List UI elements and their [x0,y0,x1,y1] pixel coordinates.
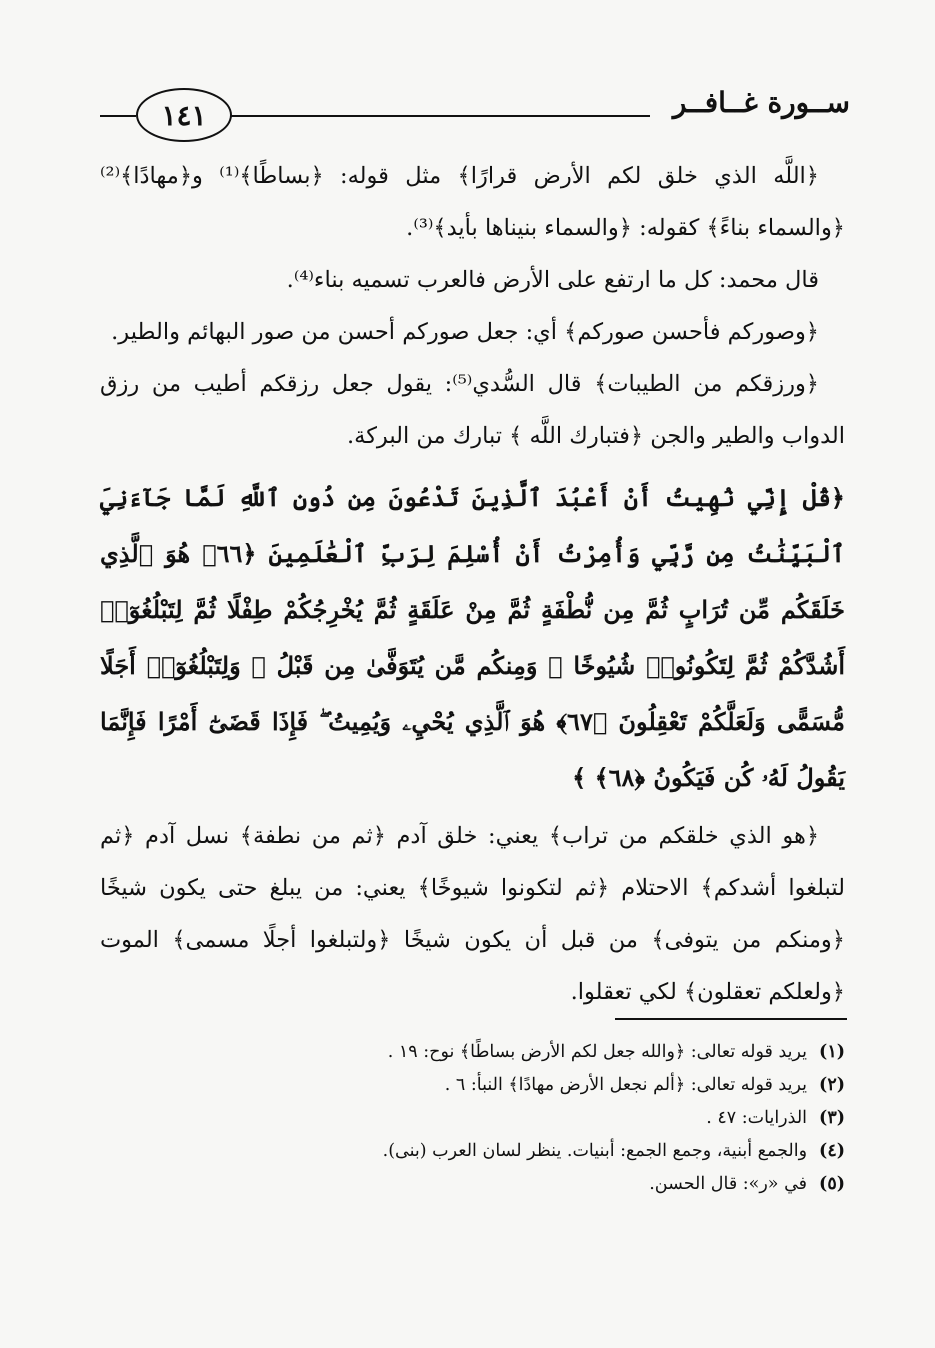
footnote-number: (٢) [819,1075,845,1095]
footnote-text: والجمع أبنية، وجمع الجمع: أبنيات. ينظر لسان العرب (بنى). [382,1141,808,1161]
footnote-number: (٣) [819,1108,845,1128]
footnotes [100,1036,845,1201]
header-rule [230,115,650,117]
footnote-5 [100,1168,845,1201]
paragraph-4: ﴿ورزقكم من الطيبات﴾ قال السُّدي⁽⁵⁾: يقول جعل رزقكم أطيب من رزق الدواب والطير والجن ﴿فتبارك اللَّه ﴾ تبارك من البركة. [100,371,845,449]
page-number: ١٤١ [136,88,232,142]
header-rule-left [100,115,136,117]
footnote-3 [100,1102,845,1135]
quran-verses: ﴿قُلْ إِنِّي نُهِيتُ أَنْ أَعْبُدَ ٱلَّذِينَ تَدْعُونَ مِن دُونِ ٱللَّهِ لَمَّا جَآءَنِيَ ٱلْبَيِّنَٰتُ مِن رَّبِّي وَأُمِرْتُ أَنْ أُسْلِمَ لِرَبِّ ٱلْعَٰلَمِينَ ﴿٦٦﴾ هُوَ ٱلَّذِي خَلَقَكُم مِّن تُرَابٍ ثُمَّ مِن نُّطْفَةٍ ثُمَّ مِنْ عَلَقَةٍ ثُمَّ يُخْرِجُكُمْ طِفْلًا ثُمَّ لِتَبْلُغُوٓا۟ أَشُدَّكُمْ ثُمَّ لِتَكُونُوا۟ شُيُوخًا ۚ وَمِنكُم مَّن يُتَوَفَّىٰ مِن قَبْلُ ۖ وَلِتَبْلُغُوٓا۟ أَجَلًا مُّسَمًّى وَلَعَلَّكُمْ تَعْقِلُونَ ﴿٦٧﴾ هُوَ ٱلَّذِي يُحْيِۦ وَيُمِيتُ ۖ فَإِذَا قَضَىٰٓ أَمْرًا فَإِنَّمَا يَقُولُ لَهُۥ كُن فَيَكُونُ ﴿٦٨﴾ ﴾ [100,483,846,792]
footnote-number: (٤) [819,1141,845,1161]
main-text [100,150,845,1018]
footnote-text: يريد قوله تعالى: ﴿ألم نجعل الأرض مهادًا﴾ النبأ: ٦ . [444,1075,808,1095]
footnote-text: في «ر»: قال الحسن. [649,1174,808,1194]
surah-title: ســورة غــافــر [672,86,850,119]
footnote-text: يريد قوله تعالى: ﴿والله جعل لكم الأرض بساطًا﴾ نوح: ١٩ . [387,1042,808,1062]
paragraph-3: ﴿وصوركم فأحسن صوركم﴾ أي: جعل صوركم أحسن من صور البهائم والطير. [111,319,819,345]
footnote-number: (٥) [819,1174,845,1194]
footnote-4 [100,1135,845,1168]
footnote-separator [615,1018,847,1020]
paragraph-5: ﴿هو الذي خلقكم من تراب﴾ يعني: خلق آدم ﴿ثم من نطفة﴾ نسل آدم ﴿ثم لتبلغوا أشدكم﴾ الاحتلام ﴿ثم لتكونوا شيوخًا﴾ يعني: من يبلغ حتى يكون شيخًا ﴿ومنكم من يتوفى﴾ من قبل أن يكون شيخًا ﴿ولتبلغوا أجلًا مسمى﴾ الموت ﴿ولعلكم تعقلون﴾ لكي تعقلوا. [100,823,845,1005]
footnote-text: الذرايات: ٤٧ . [706,1108,808,1128]
paragraph-2: قال محمد: كل ما ارتفع على الأرض فالعرب تسميه بناء⁽⁴⁾. [286,267,819,293]
footnote-1 [100,1036,845,1069]
paragraph-1: ﴿اللَّه الذي خلق لكم الأرض قرارًا﴾ مثل قوله: ﴿بساطًا﴾⁽¹⁾ و﴿مهادًا﴾⁽²⁾ ﴿والسماء بناءً﴾ كقوله: ﴿والسماء بنيناها بأيد﴾⁽³⁾. [100,163,845,241]
page-header [100,84,850,140]
footnote-number: (١) [819,1042,845,1062]
footnote-2 [100,1069,845,1102]
